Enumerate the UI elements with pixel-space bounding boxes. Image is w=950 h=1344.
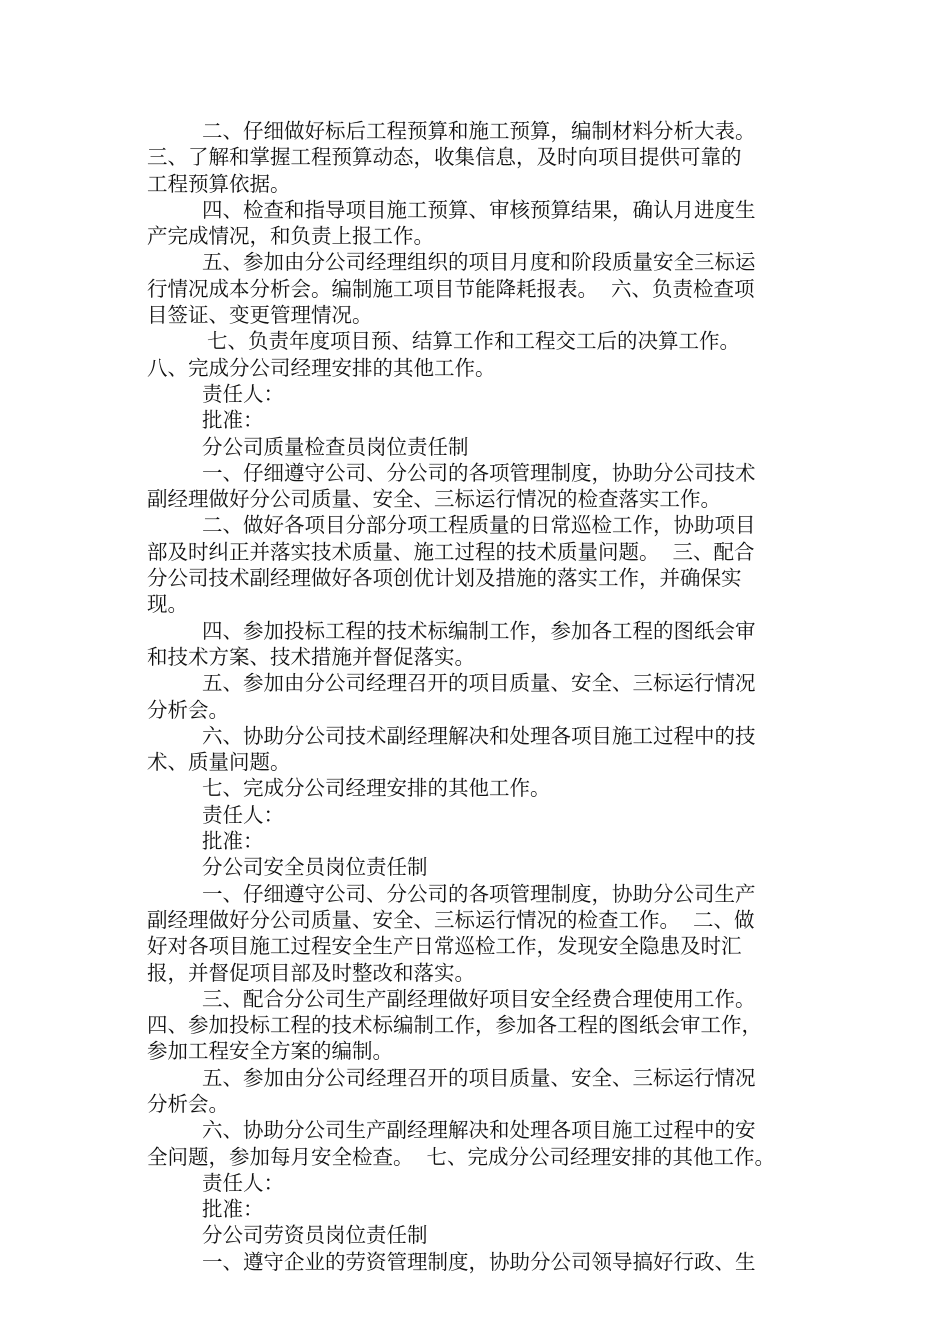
- text-line: 全问题，参加每月安全检查。 七、完成分公司经理安排的其他工作。: [147, 1144, 776, 1169]
- text-line: 副经理做好分公司质量、安全、三标运行情况的检查落实工作。: [147, 487, 721, 512]
- document-body: [147, 118, 807, 1275]
- text-line: 三、了解和掌握工程预算动态，收集信息，及时向项目提供可靠的: [147, 145, 742, 170]
- text-line: 三、配合分公司生产副经理做好项目安全经费合理使用工作。: [202, 986, 756, 1011]
- signature-label: 责任人：: [202, 802, 284, 827]
- signature-label: 责任人：: [202, 381, 284, 406]
- signature-label: 责任人：: [202, 1170, 284, 1195]
- text-line: 四、检查和指导项目施工预算、审核预算结果，确认月进度生: [202, 197, 756, 222]
- text-line: 分析会。: [147, 697, 229, 722]
- text-line: 四、参加投标工程的技术标编制工作，参加各工程的图纸会审工作，: [147, 1013, 762, 1038]
- section-title: 分公司安全员岗位责任制: [202, 855, 428, 880]
- approval-label: 批准：: [202, 408, 264, 433]
- text-line: 一、仔细遵守公司、分公司的各项管理制度，协助分公司生产: [202, 881, 756, 906]
- text-line: 七、负责年度项目预、结算工作和工程交工后的决算工作。: [207, 329, 740, 354]
- text-line: 报，并督促项目部及时整改和落实。: [147, 960, 475, 985]
- text-line: 五、参加由分公司经理组织的项目月度和阶段质量安全三标运: [202, 250, 756, 275]
- text-line: 分公司技术副经理做好各项创优计划及措施的落实工作，并确保实: [147, 566, 742, 591]
- text-line: 现。: [147, 592, 188, 617]
- text-line: 目签证、变更管理情况。: [147, 303, 373, 328]
- text-line: 八、完成分公司经理安排的其他工作。: [147, 355, 496, 380]
- approval-label: 批准：: [202, 829, 264, 854]
- approval-label: 批准：: [202, 1197, 264, 1222]
- text-line: 和技术方案、技术措施并督促落实。: [147, 644, 475, 669]
- text-line: 一、遵守企业的劳资管理制度，协助分公司领导搞好行政、生: [202, 1249, 756, 1274]
- text-line: 五、参加由分公司经理召开的项目质量、安全、三标运行情况: [202, 1065, 756, 1090]
- text-line: 分析会。: [147, 1091, 229, 1116]
- text-line: 工程预算依据。: [147, 171, 291, 196]
- text-line: 术、质量问题。: [147, 750, 291, 775]
- text-line: 行情况成本分析会。编制施工项目节能降耗报表。 六、负责检查项: [147, 276, 755, 301]
- text-line: 参加工程安全方案的编制。: [147, 1039, 393, 1064]
- text-line: 六、协助分公司生产副经理解决和处理各项目施工过程中的安: [202, 1118, 756, 1143]
- section-title: 分公司质量检查员岗位责任制: [202, 434, 469, 459]
- text-line: 部及时纠正并落实技术质量、施工过程的技术质量问题。 三、配合: [147, 539, 755, 564]
- text-line: 四、参加投标工程的技术标编制工作，参加各工程的图纸会审: [202, 618, 756, 643]
- text-line: 二、仔细做好标后工程预算和施工预算，编制材料分析大表。: [202, 119, 756, 143]
- text-line: 一、仔细遵守公司、分公司的各项管理制度，协助分公司技术: [202, 460, 756, 485]
- text-line: 好对各项目施工过程安全生产日常巡检工作，发现安全隐患及时汇: [147, 934, 742, 959]
- text-line: 产完成情况，和负责上报工作。: [147, 224, 434, 249]
- text-line: 六、协助分公司技术副经理解决和处理各项目施工过程中的技: [202, 723, 756, 748]
- text-line: 二、做好各项目分部分项工程质量的日常巡检工作，协助项目: [202, 513, 756, 538]
- text-line: 副经理做好分公司质量、安全、三标运行情况的检查工作。 二、做: [147, 907, 755, 932]
- text-line: 七、完成分公司经理安排的其他工作。: [202, 776, 551, 801]
- text-line: 五、参加由分公司经理召开的项目质量、安全、三标运行情况: [202, 671, 756, 696]
- section-title: 分公司劳资员岗位责任制: [202, 1223, 428, 1248]
